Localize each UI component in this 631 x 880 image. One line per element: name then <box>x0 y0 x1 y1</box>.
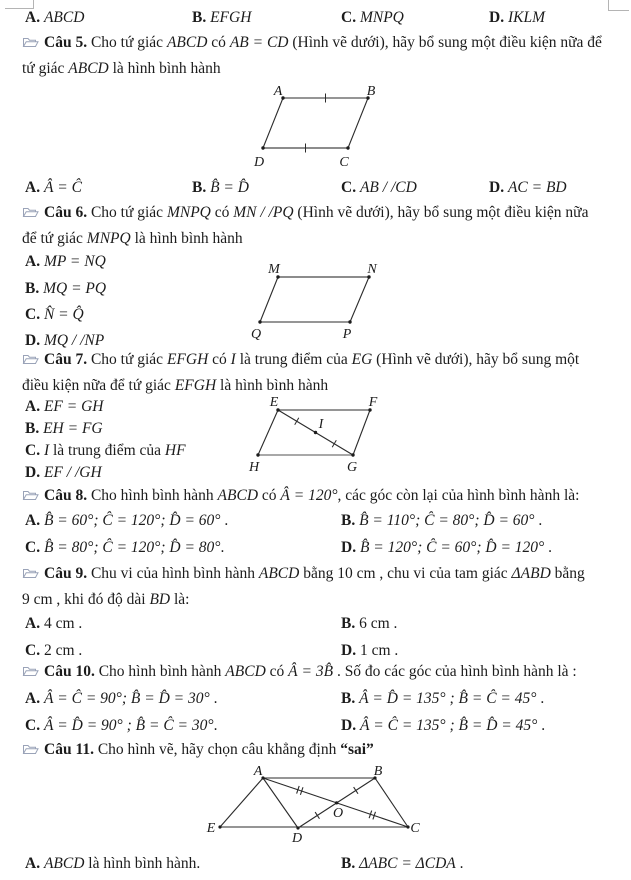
vertex-label-p: P <box>342 327 352 340</box>
vertex-label-d: D <box>253 155 265 170</box>
page-boundary-mark-top-right <box>608 0 629 11</box>
header-option-b: B. EFGH <box>192 9 252 26</box>
q8-option-c: C. B̂ = 80°; Ĉ = 120°; D̂ = 80°. <box>25 539 225 556</box>
q7-title-text: Câu 7. Cho tứ giác EFGH có I là trung điểm của EG (Hình vẽ dưới), hãy bổ sung một <box>44 351 580 368</box>
q10-option-a: A. Â = Ĉ = 90°; B̂ = D̂ = 30° . <box>25 690 218 707</box>
vertex-label-b: B <box>373 765 383 779</box>
q10-title <box>22 662 577 683</box>
q8-option-a: A. B̂ = 60°; Ĉ = 120°; D̂ = 60° . <box>25 512 229 529</box>
vertex-label-n: N <box>367 262 377 277</box>
q11-title-text: Câu 11. Cho hình vẽ, hãy chọn câu khẳng định “sai” <box>44 741 374 758</box>
vertex-label-e: E <box>269 397 279 410</box>
q5-title-text: Câu 5. Cho tứ giác ABCD có AB = CD (Hình vẽ dưới), hãy bổ sung một điều kiện nữa để <box>44 34 602 51</box>
q5-option-c: C. AB / /CD <box>341 179 417 196</box>
open-folder-icon <box>22 204 39 224</box>
vertex-label-e: E <box>206 821 216 836</box>
q7-option-b: B. EH = FG <box>25 420 103 437</box>
q6-option-b: B. MQ = PQ <box>25 280 107 297</box>
q5-option-b: B. B̂ = D̂ <box>192 179 249 196</box>
q6-option-c: C. N̂ = Q̂ <box>25 306 84 323</box>
open-folder-icon <box>22 741 39 761</box>
q10-title-text: Câu 10. Cho hình bình hành ABCD có Â = 3B̂ . Số đo các góc của hình bình hành là : <box>44 663 577 680</box>
header-option-a: A. ABCD <box>25 9 85 26</box>
q5-option-d: D. AC = BD <box>489 179 567 196</box>
q11-option-a: A. ABCD là hình bình hành. <box>25 855 201 872</box>
open-folder-icon <box>22 487 39 507</box>
open-folder-icon <box>22 34 39 54</box>
center-label-o: O <box>332 806 344 821</box>
vertex-label-a: A <box>273 84 283 99</box>
q5-title-line1 <box>22 33 602 54</box>
figure-trapezoid-abcde <box>200 765 430 843</box>
q8-title-text: Câu 8. Cho hình bình hành ABCD có Â = 120°, các góc còn lại của hình bình hành là: <box>44 487 580 504</box>
vertex-label-g: G <box>346 460 358 475</box>
header-option-d: D. IKLM <box>489 9 545 26</box>
q11-title <box>22 740 374 761</box>
vertex-label-d: D <box>291 831 303 843</box>
header-option-c: C. MNPQ <box>341 9 404 26</box>
q7-option-a: A. EF = GH <box>25 398 104 415</box>
q9-option-a: A. 4 cm . <box>25 615 83 632</box>
q9-title-line1 <box>22 564 585 585</box>
q9-option-c: C. 2 cm . <box>25 642 83 659</box>
vertex-label-b: B <box>366 84 376 99</box>
q5-option-a: A. Â = Ĉ <box>25 179 82 196</box>
figure-parallelogram-abcd <box>230 84 415 172</box>
midpoint-label-i: I <box>318 417 324 432</box>
vertex-label-h: H <box>248 460 260 475</box>
open-folder-icon <box>22 663 39 683</box>
vertex-label-q: Q <box>250 327 262 340</box>
q5-title-line2: tứ giác ABCD là hình bình hành <box>22 60 221 77</box>
q6-title-line1 <box>22 203 588 224</box>
q10-option-c: C. Â = D̂ = 90° ; B̂ = Ĉ = 30°. <box>25 717 218 734</box>
vertex-label-m: M <box>268 262 280 277</box>
open-folder-icon <box>22 565 39 585</box>
vertex-label-c: C <box>410 821 420 836</box>
q6-option-d: D. MQ / /NP <box>25 332 105 349</box>
q10-option-b: B. Â = D̂ = 135° ; B̂ = Ĉ = 45° . <box>341 690 545 707</box>
q8-option-b: B. B̂ = 110°; Ĉ = 80°; D̂ = 60° . <box>341 512 543 529</box>
figure-parallelogram-mnpq <box>240 262 405 340</box>
q6-option-a: A. MP = NQ <box>25 253 106 270</box>
q8-option-d: D. B̂ = 120°; Ĉ = 60°; D̂ = 120° . <box>341 539 553 556</box>
q7-option-c: C. I là trung điểm của HF <box>25 442 186 459</box>
q7-title-line1 <box>22 350 579 371</box>
q11-option-b: B. ΔABC = ΔCDA . <box>341 855 464 872</box>
vertex-label-a: A <box>253 765 263 779</box>
open-folder-icon <box>22 351 39 371</box>
q8-title <box>22 486 579 507</box>
q9-option-d: D. 1 cm . <box>341 642 399 659</box>
q10-option-d: D. Â = Ĉ = 135° ; B̂ = D̂ = 45° . <box>341 717 546 734</box>
q7-option-d: D. EF / /GH <box>25 464 102 481</box>
q9-title-text: Câu 9. Chu vi của hình bình hành ABCD bằng 10 cm , chu vi của tam giác ΔABD bằng <box>44 565 585 582</box>
q6-title-text: Câu 6. Cho tứ giác MNPQ có MN / /PQ (Hình vẽ dưới), hãy bổ sung một điều kiện nữa <box>44 204 589 221</box>
q9-option-b: B. 6 cm . <box>341 615 398 632</box>
vertex-label-f: F <box>368 397 378 410</box>
vertex-label-c: C <box>339 155 349 170</box>
q7-title-line2: điều kiện nữa để tứ giác EFGH là hình bình hành <box>22 377 329 394</box>
figure-quadrilateral-efgh <box>245 397 410 475</box>
q9-title-line2: 9 cm , khi đó độ dài BD là: <box>22 591 190 608</box>
q6-title-line2: để tứ giác MNPQ là hình bình hành <box>22 230 243 247</box>
